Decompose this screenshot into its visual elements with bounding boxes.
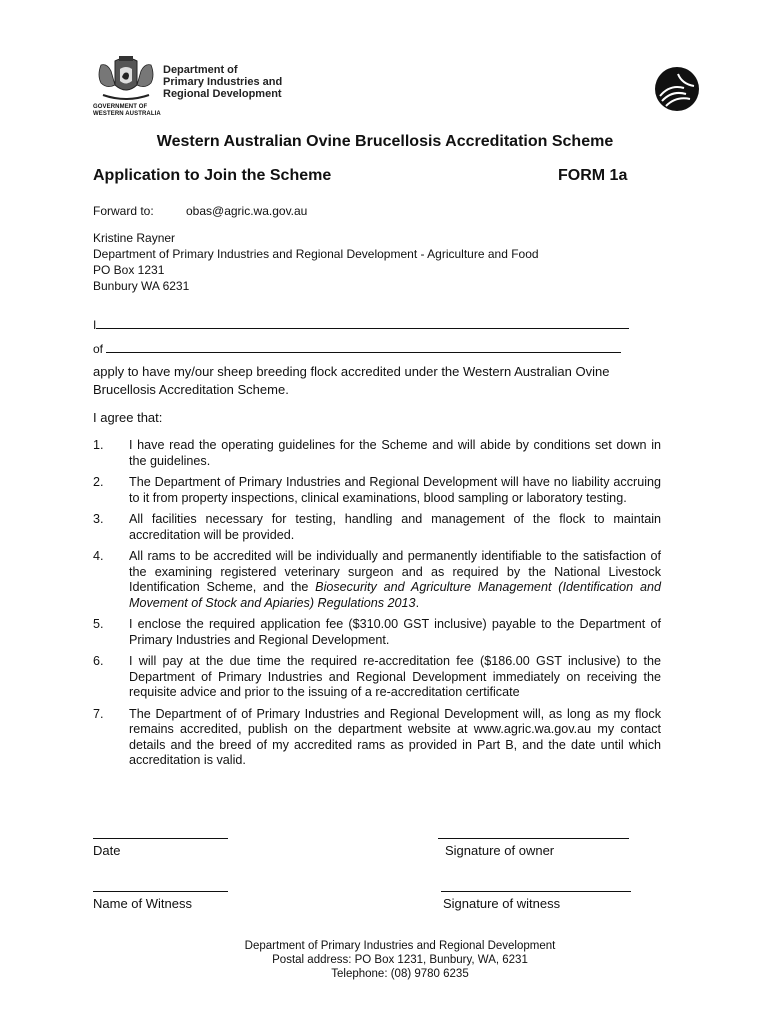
applicant-address-field[interactable] <box>106 341 621 353</box>
footer-line2: Postal address: PO Box 1231, Bunbury, WA, 6231 <box>272 954 528 966</box>
applicant-name-field[interactable] <box>96 317 629 329</box>
address-org: Department of Primary Industries and Regional Development - Agriculture and Food <box>93 247 539 261</box>
item-text: The Department of Primary Industries and Regional Development will have no liability accruing to it from property inspections, clinical examinations, blood sampling or laboratory testing. <box>129 475 661 505</box>
owner-signature-label: Signature of owner <box>445 843 555 858</box>
government-label-line1: GOVERNMENT OF <box>93 104 148 110</box>
owner-signature-field[interactable] <box>438 838 629 839</box>
address-city: Bunbury WA 6231 <box>93 279 190 293</box>
date-label: Date <box>93 843 121 858</box>
item-number: 1. <box>93 438 104 452</box>
list-item <box>93 617 661 648</box>
witness-name-label: Name of Witness <box>93 896 192 911</box>
footer-line3: Telephone: (08) 9780 6235 <box>331 968 469 980</box>
apply-statement: apply to have my/our sheep breeding flock accredited under the Western Australian Ovine Brucellosis Accreditation Scheme. <box>93 364 610 397</box>
conditions-list <box>93 438 661 775</box>
applicant-address-label: of <box>93 342 104 356</box>
item-number: 4. <box>93 549 104 563</box>
item-number: 3. <box>93 512 104 526</box>
list-item <box>93 438 661 469</box>
item-number: 5. <box>93 617 104 631</box>
applicant-name-row <box>93 317 629 332</box>
forward-email: obas@agric.wa.gov.au <box>186 204 308 218</box>
item-number: 6. <box>93 654 104 668</box>
item-text: All rams to be accredited will be individually and permanently identifiable to the satisfaction of the examining registered veterinary surgeon and as required by the National Livestock Identification Scheme, and the <box>129 549 661 594</box>
list-item <box>93 654 661 701</box>
witness-name-field[interactable] <box>93 891 228 892</box>
item-text: All facilities necessary for testing, handling and management of the flock to maintain accreditation will be provided. <box>129 512 661 542</box>
item-text: I enclose the required application fee ($310.00 GST inclusive) payable to the Department of Primary Industries and Regional Development. <box>129 617 661 647</box>
date-field[interactable] <box>93 838 228 839</box>
regulation-title: Biosecurity and Agriculture Management (Identification and Movement of Stock and Apiaries) Regulations 2013 <box>129 580 661 610</box>
witness-signature-field[interactable] <box>441 891 631 892</box>
item-text: I will pay at the due time the required re-accreditation fee ($186.00 GST inclusive) to the Department of Primary Industries and Regional Development immediately on receiving the requisite advice and prior to the issuing of a re-accreditation certificate <box>129 654 661 699</box>
item-text: I have read the operating guidelines for the Scheme and will abide by conditions set down in the guidelines. <box>129 438 661 468</box>
document-title: Western Australian Ovine Brucellosis Accreditation Scheme <box>156 133 614 150</box>
form-number: FORM 1a <box>558 167 628 184</box>
page-footer <box>0 939 770 981</box>
dept-logo-line1: Department of <box>163 64 238 76</box>
forward-to-label: Forward to: <box>93 204 154 218</box>
applicant-address-row <box>93 341 621 356</box>
list-item <box>93 549 661 611</box>
mailing-address <box>93 230 539 294</box>
government-label <box>93 104 161 118</box>
footer-line1: Department of Primary Industries and Regional Development <box>244 940 556 952</box>
department-logo-text <box>163 64 282 100</box>
address-po-box: PO Box 1231 <box>93 263 165 277</box>
list-item <box>93 475 661 506</box>
list-item <box>93 512 661 543</box>
dept-logo-line3: Regional Development <box>163 88 282 100</box>
item-text: The Department of of Primary Industries and Regional Development will, as long as my flock remains accredited, publish on the department website at www.agric.wa.gov.au my contact details and the breed of my accredited rams as provided in Part B, and the date until which accreditation is valid. <box>129 706 661 767</box>
item-text-end: . <box>415 595 420 610</box>
form-subtitle: Application to Join the Scheme <box>93 167 332 184</box>
agriculture-swirl-logo <box>654 66 700 112</box>
wa-government-crest-logo <box>93 55 159 105</box>
dept-logo-line2: Primary Industries and <box>163 76 283 88</box>
witness-signature-label: Signature of witness <box>443 896 561 911</box>
item-number: 2. <box>93 475 104 489</box>
government-label-line2: WESTERN AUSTRALIA <box>93 111 161 117</box>
agree-heading: I agree that: <box>93 410 163 425</box>
applicant-name-label: I <box>93 318 97 332</box>
list-item <box>93 707 661 769</box>
item-number: 7. <box>93 706 104 721</box>
address-name: Kristine Rayner <box>93 231 176 245</box>
